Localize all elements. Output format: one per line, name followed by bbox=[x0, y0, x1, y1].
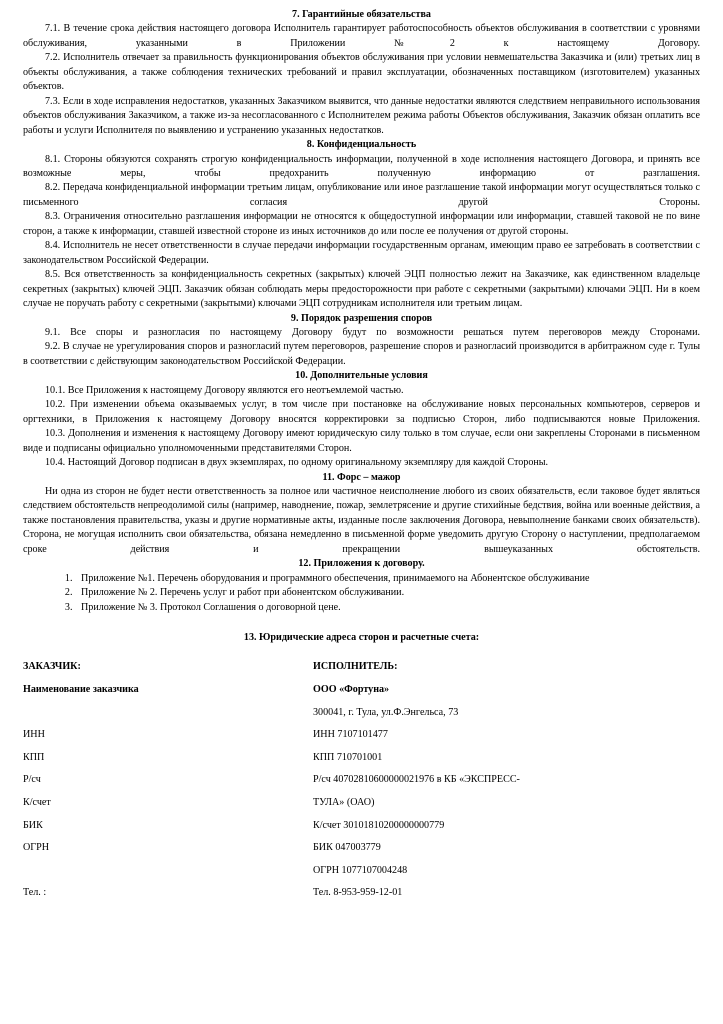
section-heading-8: 8. Конфиденциальность bbox=[306, 139, 417, 151]
contractor-bik: БИК 047003779 bbox=[313, 842, 381, 854]
contractor-kpp: КПП 710701001 bbox=[313, 751, 383, 763]
section-heading-11: 11. Форс – мажор bbox=[322, 471, 401, 483]
document-body bbox=[23, 8, 700, 905]
contractor-address: 300041, г. Тула, ул.Ф.Энгельса, 73 bbox=[313, 706, 459, 718]
list-item: 1. Приложение №1. Перечень оборудования и программного обеспечения, принимаемого на Абонентское обслуживание bbox=[75, 572, 700, 586]
list-item: 2. Приложение № 2. Перечень услуг и работ при абонентском обслуживании. bbox=[75, 586, 700, 600]
paragraph-7-3: 7.3. Если в ходе исправления недостатков, указанных Заказчиком выявится, что данные недостатки являются следствием неправильного использования объектов обслуживания Заказчиком, а также из-за несогласованного с Исполнителем режима работы Объектов обслуживания, Заказчик обязан оплатить все работы и услуги Исполнителя по выявлению и устранению указанных недостатков. bbox=[23, 95, 700, 136]
spacer bbox=[23, 615, 700, 631]
customer-heading: ЗАКАЗЧИК: bbox=[23, 661, 81, 673]
customer-ks-label: К/счет bbox=[23, 797, 51, 809]
section-heading-12: 12. Приложения к договору. bbox=[298, 558, 425, 570]
paragraph-8-4: 8.4. Исполнитель не несет ответственности в случае передачи информации государственным органам, имеющим право ее затребовать в соответствии с законодательством Российской Федерации. bbox=[23, 240, 700, 266]
customer-column bbox=[23, 656, 313, 905]
contractor-inn: ИНН 7107101477 bbox=[313, 729, 388, 741]
contractor-rs-continued: ТУЛА» (ОАО) bbox=[313, 797, 375, 809]
contractor-ogrn: ОГРН 1077107004248 bbox=[313, 864, 408, 876]
customer-name: Наименование заказчика bbox=[23, 684, 139, 696]
paragraph-7-2: 7.2. Исполнитель отвечает за правильность функционирования объектов обслуживания при условии невмешательства Заказчика и (или) третьих лиц в объекты обслуживания, а также соблюдения технических требований и правил эксплуатации, обозначенных поставщиком (изготовителем) указанных объектов. bbox=[23, 52, 700, 93]
customer-ogrn-label: ОГРН bbox=[23, 842, 50, 854]
customer-rs-label: Р/сч bbox=[23, 774, 41, 786]
paragraph-8-2: 8.2. Передача конфиденциальной информации третьим лицам, опубликование или иное разглашение такой информации могут осуществляться только с письменного согласия другой Стороны. bbox=[23, 182, 700, 208]
customer-bik-label: БИК bbox=[23, 819, 43, 831]
section-heading-7: 7. Гарантийные обязательства bbox=[292, 9, 431, 20]
contractor-ks: К/счет 30101810200000000779 bbox=[313, 819, 445, 831]
paragraph-10-3: 10.3. Дополнения и изменения к настоящему Договору имеют юридическую силу только в том случае, если они закреплены Сторонами в письменном виде и подписаны официально уполномоченными представителями Сторон. bbox=[23, 428, 700, 454]
customer-inn-label: ИНН bbox=[23, 729, 45, 741]
section-heading-13: 13. Юридические адреса сторон и расчетные счета: bbox=[243, 632, 480, 644]
customer-kpp-label: КПП bbox=[23, 751, 45, 763]
spacer bbox=[23, 860, 313, 883]
paragraph-10-2: 10.2. При изменении объема оказываемых услуг, в том числе при постановке на обслуживание новых персональных компьютеров, серверов и оргтехники, в Приложения к настоящему Договору вносятся корректировки за подписью Сторон, либо подписываются новые Приложения. bbox=[23, 399, 700, 425]
annex-list bbox=[23, 572, 700, 615]
contractor-name: ООО «Фортуна» bbox=[313, 684, 390, 696]
paragraph-11-1: Ни одна из сторон не будет нести ответственность за полное или частичное неисполнение любого из своих обязательств, если таковое будет являться следствием обстоятельств непреодолимой силы (например, наводнение, пожар, землетрясение и другие стихийные бедствия, война или военные действия, а также постановления правительства, указы и другие нормативные акты, изданные после заключения Договора, невыполнение банками своих обязательств). Сторона, не могущая исполнить свои обязательства, обязана немедленно в письменной форме уведомить другую Сторону о наступлении, предполагаемом сроке действия и прекращении вышеуказанных обстоятельств. bbox=[23, 485, 700, 555]
spacer bbox=[23, 702, 313, 725]
paragraph-8-1: 8.1. Стороны обязуются сохранять строгую конфиденциальность информации, полученной в ходе исполнения настоящего Договора, и принять все возможные меры, чтобы предохранить полученную информацию от разглашения. bbox=[23, 153, 700, 179]
requisites-block bbox=[23, 656, 700, 905]
paragraph-10-1: 10.1. Все Приложения к настоящему Договору являются его неотъемлемой частью. bbox=[45, 384, 404, 396]
customer-phone-label: Тел. : bbox=[23, 887, 47, 899]
list-item: 3. Приложение № 3. Протокол Соглашения о договорной цене. bbox=[75, 601, 700, 615]
contractor-column bbox=[313, 656, 700, 905]
paragraph-9-1: 9.1. Все споры и разногласия по настоящему Договору будут по возможности решаться путем переговоров между Сторонами. bbox=[45, 326, 700, 338]
contractor-phone: Тел. 8-953-959-12-01 bbox=[313, 887, 403, 899]
paragraph-7-1: 7.1. В течение срока действия настоящего договора Исполнитель гарантирует работоспособность объектов обслуживания в соответствии с уровнями обслуживания, указанными в Приложении №2 к настоящему Договору. bbox=[23, 23, 700, 49]
spacer bbox=[23, 645, 700, 656]
paragraph-9-2: 9.2. В случае не урегулирования споров и разногласий путем переговоров, разрешение споров и разногласий производится в арбитражном суде г. Тулы в соответствии с действующим законодательством Российской Федерации. bbox=[23, 341, 700, 367]
paragraph-10-4: 10.4. Настоящий Договор подписан в двух экземплярах, по одному оригинальному экземпляру для каждой Стороны. bbox=[45, 457, 549, 469]
contractor-rs: Р/сч 40702810600000021976 в КБ «ЭКСПРЕСС- bbox=[313, 774, 520, 786]
section-heading-9: 9. Порядок разрешения споров bbox=[290, 312, 433, 324]
paragraph-8-3: 8.3. Ограничения относительно разглашения информации не относятся к общедоступной информации или информации, ставшей таковой не по вине сторон, а также к информации, ставшей известной стороне из иных источников до или после ее получения от другой стороны. bbox=[23, 211, 700, 237]
contractor-heading: ИСПОЛНИТЕЛЬ: bbox=[313, 661, 398, 673]
paragraph-8-5: 8.5. Вся ответственность за конфиденциальность секретных (закрытых) ключей ЭЦП полностью лежит на Заказчике, как единственном владельце секретных (закрытых) ключей ЭЦП. Заказчик обязан соблюдать меры предосторожности при работе с секретными (закрытыми) ключами ЭЦП. Ни в коем случае не поручать работу с секретными (закрытыми) ключами ЭЦП сотрудникам исполнителя или третьим лицам. bbox=[23, 269, 700, 310]
section-heading-10: 10. Дополнительные условия bbox=[295, 370, 428, 382]
